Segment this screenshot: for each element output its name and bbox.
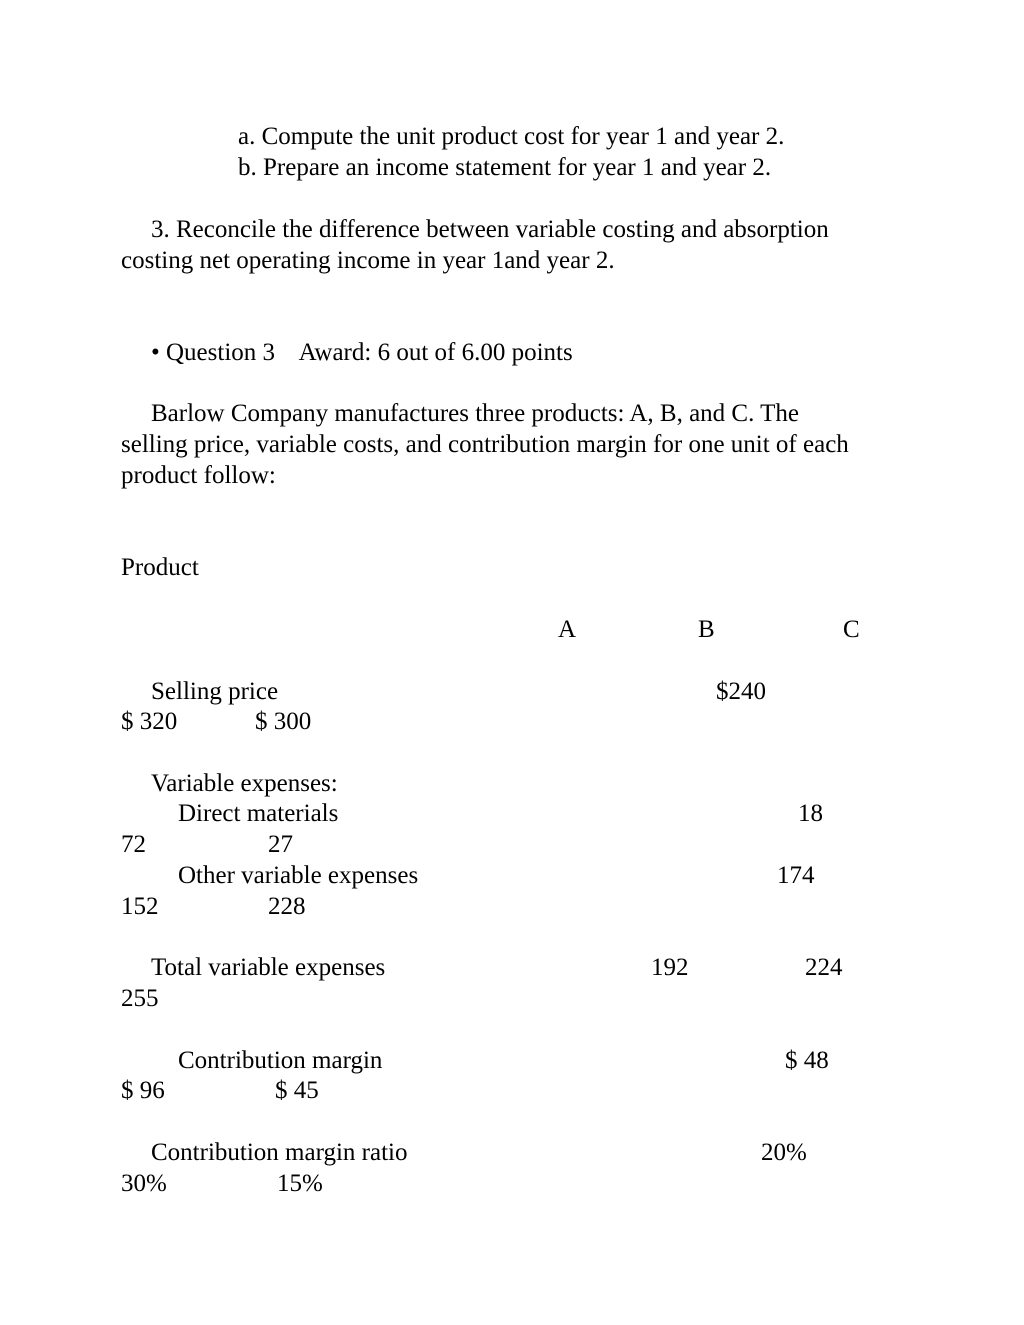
column-header-b: B — [698, 616, 715, 643]
contribution-margin-value-a: $ 48 — [785, 1047, 829, 1074]
total-variable-expenses-label: Total variable expenses — [151, 954, 386, 981]
direct-materials-value-c: 27 — [268, 831, 293, 858]
contribution-margin-ratio-value-c: 15% — [277, 1170, 323, 1197]
total-variable-expenses-value-c: 255 — [121, 985, 159, 1012]
contribution-margin-ratio-value-a: 20% — [761, 1139, 807, 1166]
other-variable-expenses-value-c: 228 — [268, 893, 306, 920]
total-variable-expenses-value-a: 192 — [651, 954, 689, 981]
contribution-margin-value-b: $ 96 — [121, 1077, 165, 1104]
column-header-a: A — [558, 616, 577, 643]
contribution-margin-ratio-label: Contribution margin ratio — [151, 1139, 408, 1166]
question-3-text-line-2: costing net operating income in year 1and year 2. — [121, 247, 615, 274]
question-3-text-line-1: 3. Reconcile the difference between variable costing and absorption — [151, 216, 829, 243]
selling-price-value-a: $240 — [716, 678, 766, 705]
direct-materials-label: Direct materials — [178, 800, 339, 827]
other-variable-expenses-label: Other variable expenses — [178, 862, 419, 889]
direct-materials-value-b: 72 — [121, 831, 146, 858]
intro-text-line-1: Barlow Company manufactures three products: A, B, and C. The — [151, 400, 800, 427]
product-label: Product — [121, 554, 199, 581]
contribution-margin-ratio-value-b: 30% — [121, 1170, 167, 1197]
variable-expenses-label: Variable expenses: — [151, 770, 338, 797]
instruction-part-a: a. Compute the unit product cost for year 1 and year 2. — [238, 123, 785, 150]
total-variable-expenses-value-b: 224 — [805, 954, 843, 981]
selling-price-value-b: $ 320 — [121, 708, 178, 735]
contribution-margin-label: Contribution margin — [178, 1047, 383, 1074]
intro-text-line-3: product follow: — [121, 462, 276, 489]
selling-price-label: Selling price — [151, 678, 279, 705]
contribution-margin-value-c: $ 45 — [275, 1077, 319, 1104]
instruction-part-b: b. Prepare an income statement for year 1 and year 2. — [238, 154, 772, 181]
selling-price-value-c: $ 300 — [255, 708, 312, 735]
direct-materials-value-a: 18 — [798, 800, 823, 827]
other-variable-expenses-value-a: 174 — [777, 862, 815, 889]
question-header: • Question 3 Award: 6 out of 6.00 points — [151, 339, 573, 366]
column-header-c: C — [843, 616, 860, 643]
intro-text-line-2: selling price, variable costs, and contribution margin for one unit of each — [121, 431, 849, 458]
other-variable-expenses-value-b: 152 — [121, 893, 159, 920]
